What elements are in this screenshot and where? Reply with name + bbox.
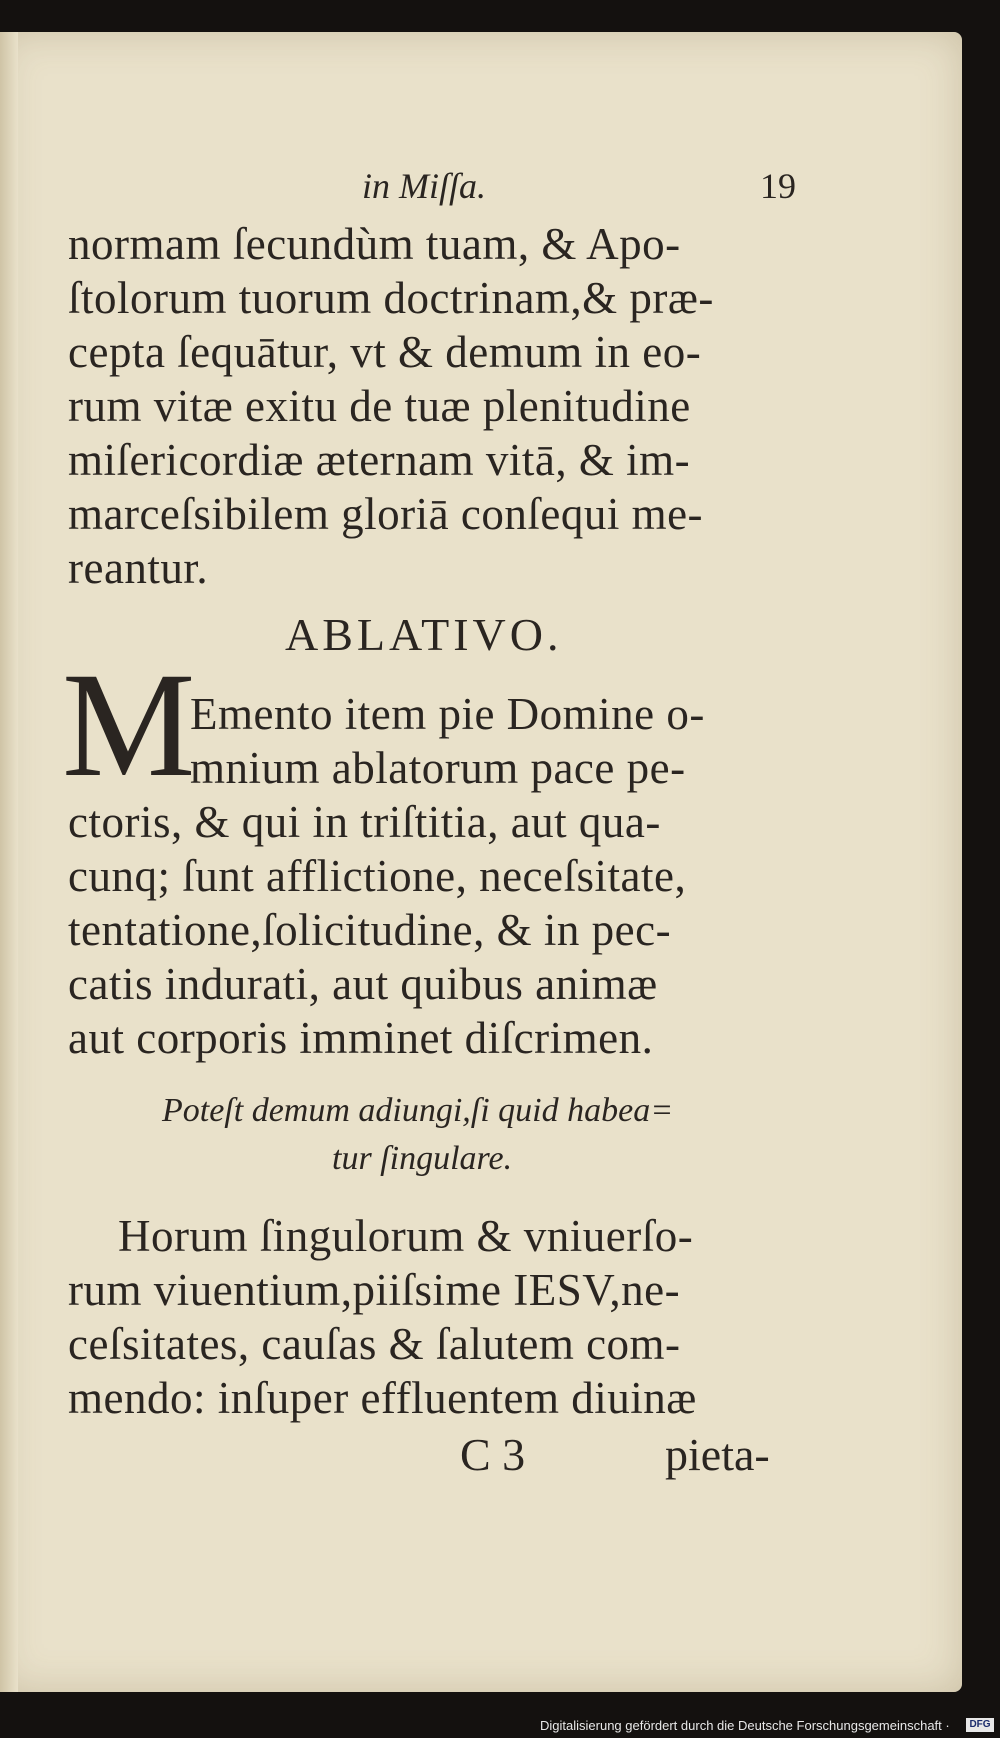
text-line: Emento item pie Domine o- [190, 689, 705, 739]
catchword: pieta- [665, 1429, 770, 1480]
drop-capital: M [62, 642, 196, 808]
text-line: rum viuentium,piiſsime IESV,ne- [68, 1265, 681, 1315]
section-heading: ABLATIVO. [285, 609, 563, 660]
text-line: rum vitæ exitu de tuæ plenitudine [68, 381, 691, 431]
text-line: reantur. [68, 543, 209, 593]
text-line: mendo: inſuper effluentem diuinæ [68, 1373, 697, 1423]
text-line: mnium ablatorum pace pe- [190, 743, 686, 793]
rubric-line: Poteſt demum adiungi,ſi quid habea= [162, 1092, 674, 1129]
digitization-credit: Digitalisierung gefördert durch die Deutsche Forschungsgemeinschaft · [540, 1718, 950, 1733]
signature-mark: C 3 [460, 1429, 526, 1480]
page-number: 19 [760, 166, 796, 206]
text-line: catis indurati, aut quibus animæ [68, 959, 658, 1009]
text-line: cunq; ſunt afflictione, neceſsitate, [68, 851, 687, 901]
page-gutter [0, 32, 18, 1692]
text-line: Horum ſingulorum & vniuerſo- [118, 1211, 694, 1261]
dfg-logo: DFG [966, 1718, 994, 1732]
text-line: ceſsitates, cauſas & ſalutem com- [68, 1319, 681, 1369]
text-line: marceſsibilem gloriā conſequi me- [68, 489, 704, 539]
text-line: ſtolorum tuorum doctrinam,& præ- [68, 273, 714, 323]
text-line: tentatione,ſolicitudine, & in pec- [68, 905, 672, 955]
text-line: miſericordiæ æternam vitā, & im- [68, 435, 691, 485]
rubric-line: tur ſingulare. [332, 1140, 513, 1177]
running-head: in Miſſa. [362, 166, 486, 206]
text-line: normam ſecundùm tuam, & Apo- [68, 219, 681, 269]
text-line: ctoris, & qui in triſtitia, aut qua- [68, 797, 661, 847]
text-line: cepta ſequātur, vt & demum in eo- [68, 327, 702, 377]
text-line: aut corporis imminet diſcrimen. [68, 1013, 654, 1063]
